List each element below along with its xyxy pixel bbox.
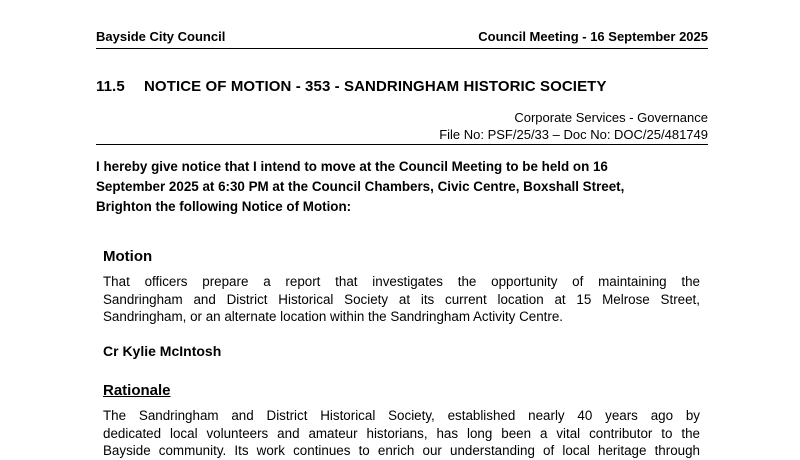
meta-divider <box>96 144 708 145</box>
department-label: Corporate Services - Governance <box>514 110 708 125</box>
header-organisation: Bayside City Council <box>96 29 226 44</box>
motion-line: Sandringham, or an alternate location within the Sandringham Activity Centre. <box>103 309 564 324</box>
motion-line: That officers prepare a report that investigates the opportunity of maintaining the <box>103 274 700 289</box>
item-title: NOTICE OF MOTION - 353 - SANDRINGHAM HISTORIC SOCIETY <box>144 78 607 95</box>
notice-intro <box>96 157 708 217</box>
header-divider <box>96 48 708 49</box>
header-meeting-date: Council Meeting - 16 September 2025 <box>478 29 708 44</box>
file-reference: File No: PSF/25/33 – Doc No: DOC/25/481749 <box>439 127 708 142</box>
rationale-line: The Sandringham and District Historical Society, established nearly 40 years ago by <box>103 408 700 423</box>
motion-heading: Motion <box>103 248 153 265</box>
rationale-line: Bayside community. Its work continues to enrich our understanding of local heritage through <box>103 443 700 458</box>
intro-line: I hereby give notice that I intend to move at the Council Meeting to be held on 16 <box>96 159 608 174</box>
intro-line: Brighton the following Notice of Motion: <box>96 199 352 214</box>
rationale-text <box>103 407 700 460</box>
rationale-line: dedicated local volunteers and amateur historians, has long been a vital contributor to the <box>103 425 700 441</box>
item-number: 11.5 <box>96 78 125 95</box>
rationale-heading: Rationale <box>103 382 171 399</box>
item-title-row <box>96 78 607 96</box>
motion-text <box>103 273 700 326</box>
motion-line: Sandringham and District Historical Society at its current location at 15 Melrose Street, <box>103 291 700 307</box>
intro-line: September 2025 at 6:30 PM at the Council Chambers, Civic Centre, Boxshall Street, <box>96 179 625 194</box>
motion-mover: Cr Kylie McIntosh <box>103 343 222 359</box>
